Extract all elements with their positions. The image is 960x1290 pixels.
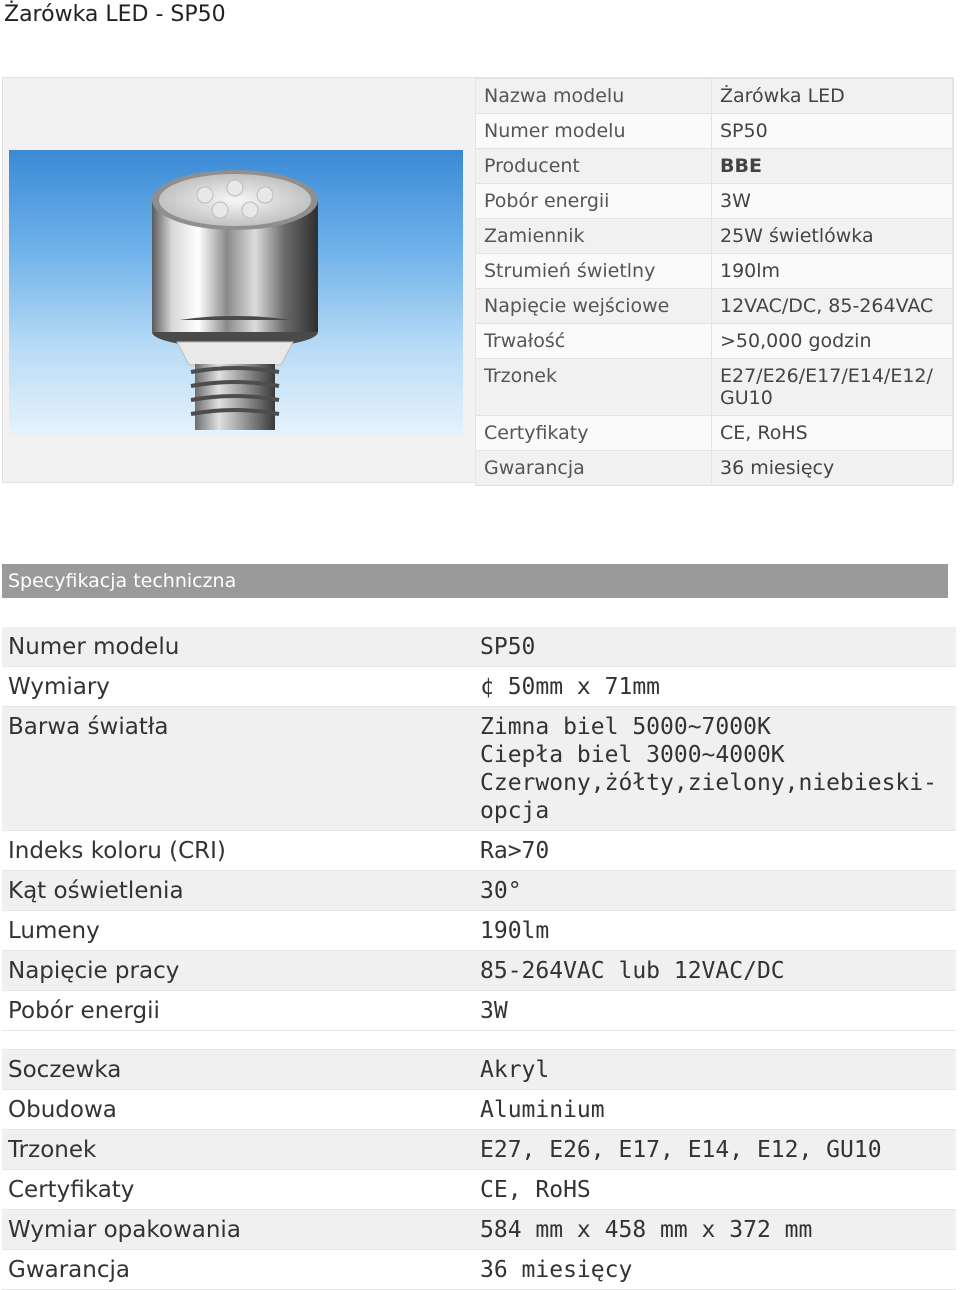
attribute-label: Producent [476,149,712,184]
product-photo-cell [3,78,475,482]
spec-value-line: Ra>70 [480,838,550,864]
spec-row [2,1130,956,1170]
spec-label: Indeks koloru (CRI) [2,831,474,871]
spec-row [2,951,956,991]
spec-label: Lumeny [2,911,474,951]
spec-value [474,831,956,871]
spec-row [2,1170,956,1210]
spec-row [2,911,956,951]
spec-label: Certyfikaty [2,1170,474,1210]
attribute-label: Strumień świetlny [476,254,712,289]
spec-label: Gwarancja [2,1250,474,1290]
attribute-label: Trzonek [476,359,712,416]
spec-value-line: 584 mm x 458 mm x 372 mm [480,1217,813,1243]
attribute-label: Napięcie wejściowe [476,289,712,324]
attribute-row [476,254,953,289]
attribute-label: Pobór energii [476,184,712,219]
attribute-value: 12VAC/DC, 85-264VAC [712,289,953,324]
spec-label: Napięcie pracy [2,951,474,991]
attribute-value: CE, RoHS [712,416,953,451]
spec-label: Wymiary [2,667,474,707]
spec-value-line: 36 miesięcy [480,1257,633,1283]
spec-label: Soczewka [2,1050,474,1090]
spec-value-line: Zimna biel 5000~7000K [480,714,771,740]
spec-label: Kąt oświetlenia [2,871,474,911]
attribute-value: >50,000 godzin [712,324,953,359]
spec-value-line: Aluminium [480,1097,605,1123]
attribute-row [476,289,953,324]
spec-label: Trzonek [2,1130,474,1170]
spec-value-line: Akryl [480,1057,550,1083]
attribute-label: Trwałość [476,324,712,359]
spec-value-line: E27, E26, E17, E14, E12, GU10 [480,1137,882,1163]
spec-value-line: SP50 [480,634,536,660]
spec-row [2,1090,956,1130]
spec-value-line: 30° [480,878,522,904]
attribute-label: Certyfikaty [476,416,712,451]
attribute-row [476,324,953,359]
spec-value [474,1090,956,1130]
attribute-value: SP50 [712,114,953,149]
attribute-value: E27/E26/E17/E14/E12/ GU10 [712,359,953,416]
attribute-row [476,219,953,254]
spec-value [474,951,956,991]
spec-value-line: ¢ 50mm x 71mm [480,674,661,700]
attribute-label: Zamiennik [476,219,712,254]
attribute-value: 25W świetlówka [712,219,953,254]
spec-label: Barwa światła [2,707,474,831]
attribute-value: Żarówka LED [712,79,953,114]
attribute-row [476,451,953,486]
attribute-row [476,359,953,416]
spec-label: Numer modelu [2,627,474,667]
product-summary [2,77,954,483]
spec-row [2,667,956,707]
attribute-row [476,416,953,451]
page-title: Żarówka LED - SP50 [4,2,226,27]
spec-row [2,831,956,871]
spec-value-line: Czerwony,żółty,zielony,niebieski-opcja [480,770,937,824]
spec-value-line: CE, RoHS [480,1177,591,1203]
attribute-label: Numer modelu [476,114,712,149]
spec-value [474,911,956,951]
spec-value [474,707,956,831]
attribute-value: 190lm [712,254,953,289]
spec-value [474,1050,956,1090]
spec-value-line: 190lm [480,918,550,944]
attribute-value: 36 miesięcy [712,451,953,486]
spec-value-line: 3W [480,998,508,1024]
spec-value [474,991,956,1031]
led-bulb-illustration [9,150,463,436]
spec-row [2,1050,956,1090]
attribute-label: Gwarancja [476,451,712,486]
attribute-row [476,114,953,149]
spec-value [474,1210,956,1250]
spec-label: Pobór energii [2,991,474,1031]
technical-spec-table [2,627,956,1290]
led-bulb-photo [9,150,463,436]
spec-value [474,1250,956,1290]
spec-row [2,627,956,667]
attribute-label: Nazwa modelu [476,79,712,114]
attribute-value: 3W [712,184,953,219]
spec-value-line: 85-264VAC lub 12VAC/DC [480,958,785,984]
spec-spacer [2,1031,956,1050]
product-attributes-table [475,78,953,486]
spec-row [2,871,956,911]
attribute-row [476,149,953,184]
spec-row [2,991,956,1031]
spec-row [2,1210,956,1250]
attribute-row [476,184,953,219]
spec-value [474,871,956,911]
attribute-value: BBE [712,149,953,184]
spec-label: Wymiar opakowania [2,1210,474,1250]
spec-row [2,707,956,831]
spec-value [474,1130,956,1170]
spec-row [2,1250,956,1290]
attribute-row [476,79,953,114]
spec-section-header: Specyfikacja techniczna [2,564,948,598]
spec-label: Obudowa [2,1090,474,1130]
spec-value [474,627,956,667]
spec-value [474,667,956,707]
spec-value-line: Ciepła biel 3000~4000K [480,742,785,768]
spec-value [474,1170,956,1210]
